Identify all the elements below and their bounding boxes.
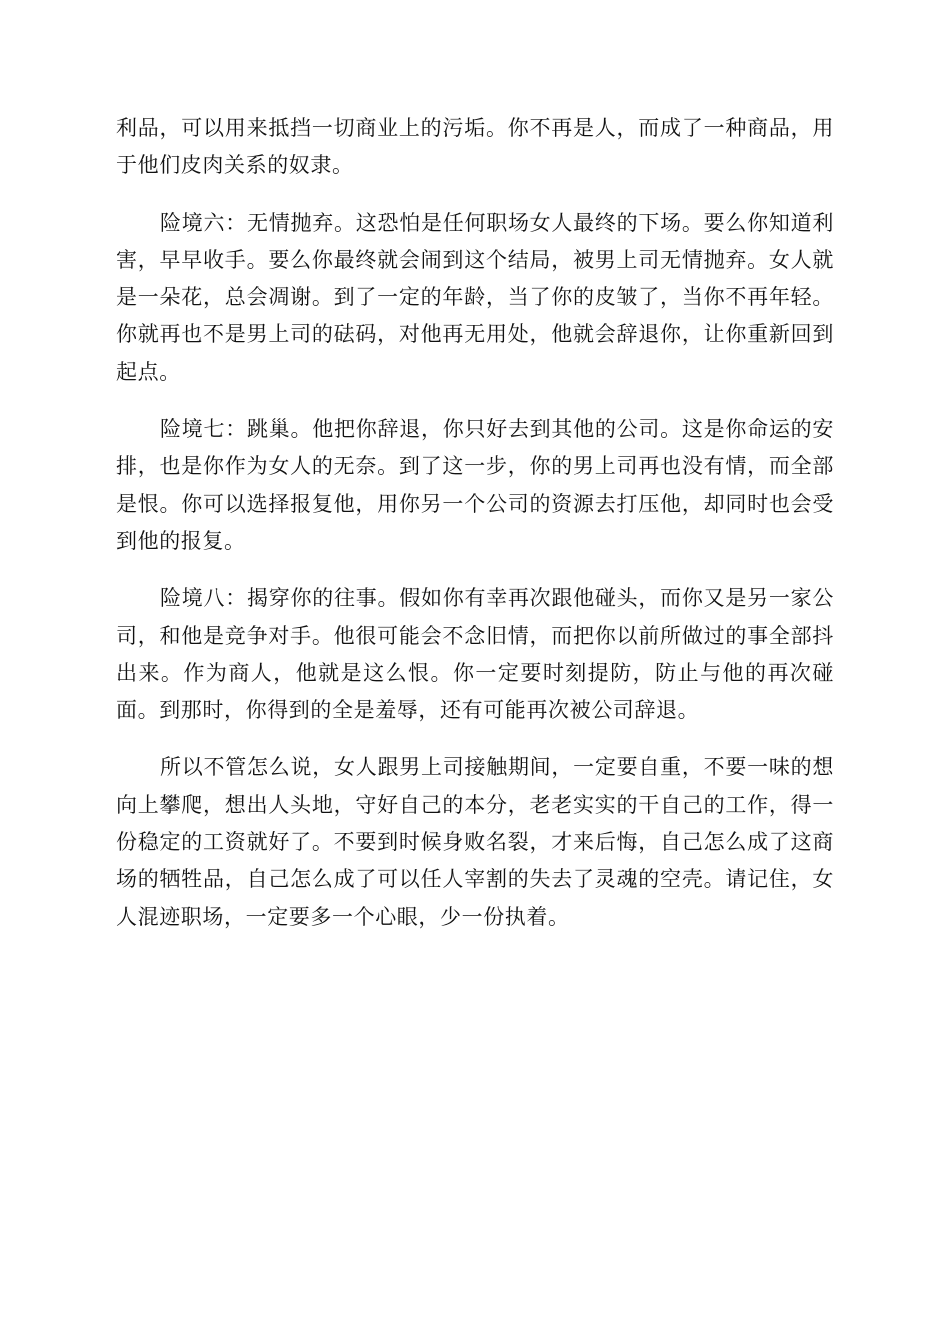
paragraph-continuation: 利品，可以用来抵挡一切商业上的污垢。你不再是人，而成了一种商品，用于他们皮肉关系的奴隶。: [116, 116, 834, 178]
document-body: [116, 110, 834, 956]
paragraph-conclusion: 所以不管怎么说，女人跟男上司接触期间，一定要自重，不要一味的想向上攀爬，想出人头地，守好自己的本分，老老实实的干自己的工作，得一份稳定的工资就好了。不要到时候身败名裂，才来后悔，自己怎么成了这商场的牺牲品，自己怎么成了可以任人宰割的失去了灵魂的空壳。请记住，女人混迹职场，一定要多一个心眼，少一份执着。: [116, 755, 834, 929]
paragraph-danger-eight: 险境八：揭穿你的往事。假如你有幸再次跟他碰头，而你又是另一家公司，和他是竞争对手。他很可能会不念旧情，而把你以前所做过的事全部抖出来。作为商人，他就是这么恨。你一定要时刻提防，防止与他的再次碰面。到那时，你得到的全是羞辱，还有可能再次被公司辞退。: [116, 586, 834, 723]
paragraph-danger-six: 险境六：无情抛弃。这恐怕是任何职场女人最终的下场。要么你知道利害，早早收手。要么你最终就会闹到这个结局，被男上司无情抛弃。女人就是一朵花，总会凋谢。到了一定的年龄，当了你的皮皱了，当你不再年轻。你就再也不是男上司的砝码，对他再无用处，他就会辞退你，让你重新回到起点。: [116, 210, 834, 384]
paragraph-danger-seven: 险境七：跳巢。他把你辞退，你只好去到其他的公司。这是你命运的安排，也是你作为女人的无奈。到了这一步，你的男上司再也没有情，而全部是恨。你可以选择报复他，用你另一个公司的资源去打压他，却同时也会受到他的报复。: [116, 417, 834, 553]
